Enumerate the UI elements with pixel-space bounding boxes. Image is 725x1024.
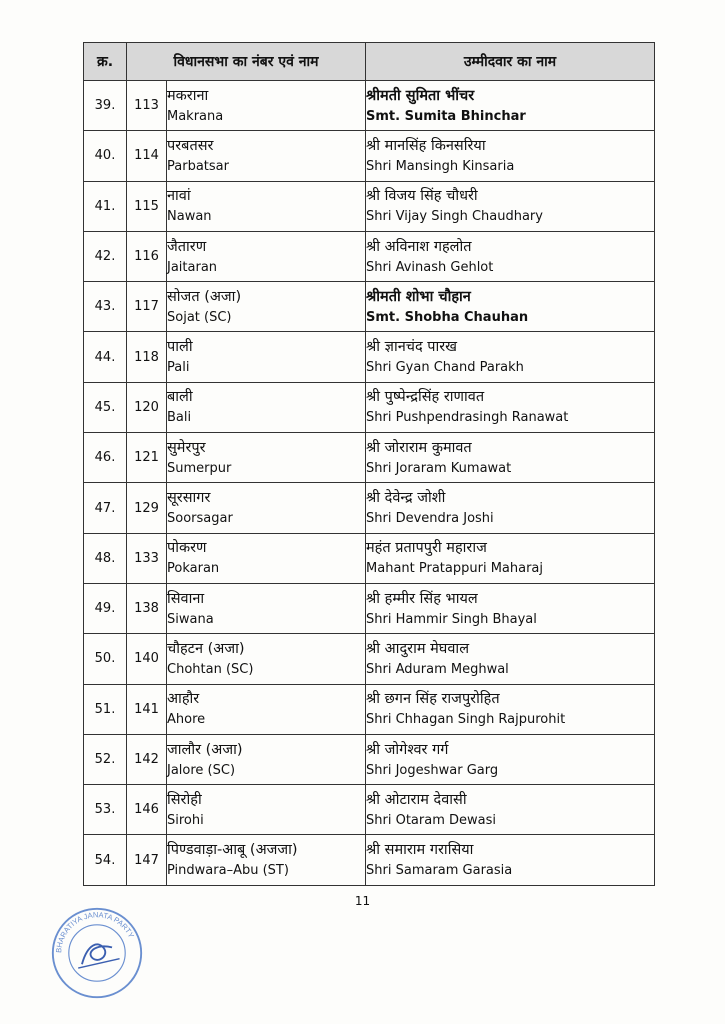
- candidate-cell: [366, 181, 655, 231]
- table-row: [84, 634, 655, 684]
- constituency-cell: [167, 634, 366, 684]
- candidate-name-english: Shri Gyan Chand Parakh: [366, 360, 524, 376]
- constituency-name-hindi: सुमेरपुर: [167, 439, 206, 456]
- candidate-name-english: Shri Chhagan Singh Rajpurohit: [366, 712, 566, 728]
- serial-number: 48.: [84, 533, 127, 583]
- candidate-name-hindi: श्री आदुराम मेघवाल: [366, 640, 470, 657]
- constituency-cell: [167, 382, 366, 432]
- candidate-name-hindi: श्री जोगेश्वर गर्ग: [366, 741, 449, 758]
- constituency-number: 117: [127, 282, 167, 332]
- constituency-number: 140: [127, 634, 167, 684]
- constituency-cell: [167, 282, 366, 332]
- table-row: [84, 684, 655, 734]
- candidate-cell: [366, 483, 655, 533]
- constituency-name-english: Siwana: [167, 611, 214, 627]
- constituency-number: 142: [127, 734, 167, 784]
- candidate-name-hindi: श्रीमती शोभा चौहान: [366, 288, 471, 305]
- candidate-name-english: Shri Vijay Singh Chaudhary: [366, 209, 543, 225]
- serial-number: 50.: [84, 634, 127, 684]
- candidate-name-english: Smt. Sumita Bhinchar: [366, 108, 526, 124]
- candidate-cell: [366, 282, 655, 332]
- candidate-name-hindi: श्री समाराम गरासिया: [366, 842, 474, 859]
- constituency-name-english: Ahore: [167, 712, 206, 728]
- constituency-number: 115: [127, 181, 167, 231]
- candidate-name-hindi: श्री देवेन्द्र जोशी: [366, 490, 446, 507]
- serial-number: 44.: [84, 332, 127, 382]
- candidate-name-hindi: श्रीमती सुमिता भींचर: [366, 87, 475, 104]
- candidate-cell: [366, 131, 655, 181]
- constituency-cell: [167, 835, 366, 885]
- candidate-cell: [366, 332, 655, 382]
- candidate-cell: [366, 583, 655, 633]
- candidate-table: [83, 42, 655, 886]
- table-row: [84, 785, 655, 835]
- serial-number: 40.: [84, 131, 127, 181]
- constituency-name-english: Sirohi: [167, 812, 204, 828]
- table-row: [84, 231, 655, 281]
- constituency-name-hindi: मकराना: [167, 87, 209, 104]
- candidate-cell: [366, 433, 655, 483]
- constituency-number: 147: [127, 835, 167, 885]
- constituency-name-hindi: सोजत (अजा): [167, 288, 242, 305]
- constituency-cell: [167, 332, 366, 382]
- candidate-cell: [366, 533, 655, 583]
- candidate-name-english: Shri Aduram Meghwal: [366, 661, 509, 677]
- candidate-cell: [366, 382, 655, 432]
- table-row: [84, 533, 655, 583]
- candidate-name-hindi: श्री अविनाश गहलोत: [366, 238, 472, 255]
- constituency-name-english: Sojat (SC): [167, 309, 232, 325]
- constituency-number: 120: [127, 382, 167, 432]
- constituency-name-english: Pali: [167, 360, 190, 376]
- constituency-cell: [167, 131, 366, 181]
- constituency-number: 118: [127, 332, 167, 382]
- table-row: [84, 734, 655, 784]
- candidate-cell: [366, 81, 655, 131]
- candidate-name-hindi: श्री जोराराम कुमावत: [366, 439, 472, 456]
- constituency-number: 146: [127, 785, 167, 835]
- constituency-cell: [167, 684, 366, 734]
- constituency-name-hindi: सिवाना: [167, 590, 205, 607]
- serial-number: 53.: [84, 785, 127, 835]
- constituency-name-hindi: बाली: [167, 389, 193, 406]
- table-row: [84, 181, 655, 231]
- table-row: [84, 433, 655, 483]
- serial-number: 52.: [84, 734, 127, 784]
- constituency-name-english: Pokaran: [167, 561, 220, 577]
- constituency-cell: [167, 181, 366, 231]
- candidate-name-english: Smt. Shobha Chauhan: [366, 309, 529, 325]
- serial-number: 42.: [84, 231, 127, 281]
- constituency-number: 114: [127, 131, 167, 181]
- table-row: [84, 483, 655, 533]
- svg-text:BHARATIYA JANATA PARTY: BHARATIYA JANATA PARTY: [54, 910, 136, 954]
- constituency-number: 138: [127, 583, 167, 633]
- table-row: [84, 835, 655, 885]
- constituency-cell: [167, 231, 366, 281]
- constituency-name-english: Sumerpur: [167, 460, 232, 476]
- candidate-name-english: Shri Joraram Kumawat: [366, 460, 512, 476]
- table-row: [84, 583, 655, 633]
- table-row: [84, 131, 655, 181]
- candidate-cell: [366, 785, 655, 835]
- candidate-cell: [366, 734, 655, 784]
- constituency-name-hindi: जैतारण: [167, 238, 207, 255]
- table-row: [84, 382, 655, 432]
- candidate-name-hindi: श्री छगन सिंह राजपुरोहित: [366, 691, 500, 708]
- constituency-name-hindi: पोकरण: [167, 540, 207, 557]
- constituency-cell: [167, 734, 366, 784]
- constituency-name-english: Chohtan (SC): [167, 661, 254, 677]
- candidate-name-english: Mahant Pratappuri Maharaj: [366, 561, 544, 577]
- constituency-cell: [167, 583, 366, 633]
- table-row: [84, 81, 655, 131]
- constituency-name-english: Jalore (SC): [167, 762, 236, 778]
- constituency-number: 129: [127, 483, 167, 533]
- serial-number: 43.: [84, 282, 127, 332]
- constituency-name-english: Nawan: [167, 209, 212, 225]
- candidate-name-english: Shri Hammir Singh Bhayal: [366, 611, 537, 627]
- serial-number: 39.: [84, 81, 127, 131]
- candidate-name-english: Shri Pushpendrasingh Ranawat: [366, 410, 569, 426]
- candidate-name-hindi: श्री पुष्पेन्द्रसिंह राणावत: [366, 389, 485, 406]
- constituency-cell: [167, 533, 366, 583]
- constituency-name-hindi: नावां: [167, 188, 191, 205]
- constituency-name-english: Pindwara–Abu (ST): [167, 863, 289, 879]
- serial-number: 49.: [84, 583, 127, 633]
- candidate-name-english: Shri Mansingh Kinsaria: [366, 158, 515, 174]
- constituency-number: 116: [127, 231, 167, 281]
- constituency-name-hindi: जालौर (अजा): [167, 741, 243, 758]
- constituency-name-hindi: परबतसर: [167, 137, 214, 154]
- header-sn: क्र.: [84, 43, 127, 81]
- constituency-cell: [167, 433, 366, 483]
- constituency-name-english: Makrana: [167, 108, 224, 124]
- candidate-name-hindi: श्री हम्मीर सिंह भायल: [366, 590, 478, 607]
- constituency-name-hindi: पिण्डवाड़ा-आबू (अजजा): [167, 842, 298, 859]
- candidate-name-english: Shri Otaram Dewasi: [366, 812, 496, 828]
- constituency-number: 121: [127, 433, 167, 483]
- serial-number: 51.: [84, 684, 127, 734]
- header-constituency: विधानसभा का नंबर एवं नाम: [127, 43, 366, 81]
- serial-number: 47.: [84, 483, 127, 533]
- candidate-name-english: Shri Jogeshwar Garg: [366, 762, 499, 778]
- constituency-name-hindi: आहौर: [167, 691, 200, 708]
- candidate-name-english: Shri Avinash Gehlot: [366, 259, 494, 275]
- constituency-name-english: Parbatsar: [167, 158, 229, 174]
- candidate-name-english: Shri Devendra Joshi: [366, 511, 494, 527]
- constituency-cell: [167, 785, 366, 835]
- constituency-number: 141: [127, 684, 167, 734]
- serial-number: 54.: [84, 835, 127, 885]
- constituency-cell: [167, 81, 366, 131]
- candidate-name-hindi: श्री मानसिंह किनसरिया: [366, 137, 486, 154]
- table-header: [84, 43, 655, 81]
- serial-number: 45.: [84, 382, 127, 432]
- candidate-name-hindi: श्री ओटाराम देवासी: [366, 791, 467, 808]
- constituency-name-hindi: पाली: [167, 339, 193, 356]
- constituency-name-english: Jaitaran: [167, 259, 218, 275]
- candidate-name-hindi: श्री ज्ञानचंद पारख: [366, 339, 458, 356]
- candidate-cell: [366, 634, 655, 684]
- constituency-number: 133: [127, 533, 167, 583]
- candidate-cell: [366, 684, 655, 734]
- serial-number: 46.: [84, 433, 127, 483]
- constituency-number: 113: [127, 81, 167, 131]
- candidate-cell: [366, 231, 655, 281]
- candidate-cell: [366, 835, 655, 885]
- constituency-name-hindi: सिरोही: [167, 791, 202, 808]
- constituency-name-hindi: सूरसागर: [167, 490, 211, 507]
- candidate-name-english: Shri Samaram Garasia: [366, 863, 513, 879]
- constituency-name-english: Bali: [167, 410, 192, 426]
- header-candidate: उम्मीदवार का नाम: [366, 43, 655, 81]
- candidate-name-hindi: श्री विजय सिंह चौधरी: [366, 188, 478, 205]
- constituency-name-english: Soorsagar: [167, 511, 233, 527]
- page-number: 11: [354, 894, 371, 908]
- constituency-name-hindi: चौहटन (अजा): [167, 640, 245, 657]
- constituency-cell: [167, 483, 366, 533]
- table-row: [84, 282, 655, 332]
- candidate-name-hindi: महंत प्रतापपुरी महाराज: [366, 540, 487, 557]
- table-row: [84, 332, 655, 382]
- party-seal-stamp: [50, 906, 144, 1000]
- serial-number: 41.: [84, 181, 127, 231]
